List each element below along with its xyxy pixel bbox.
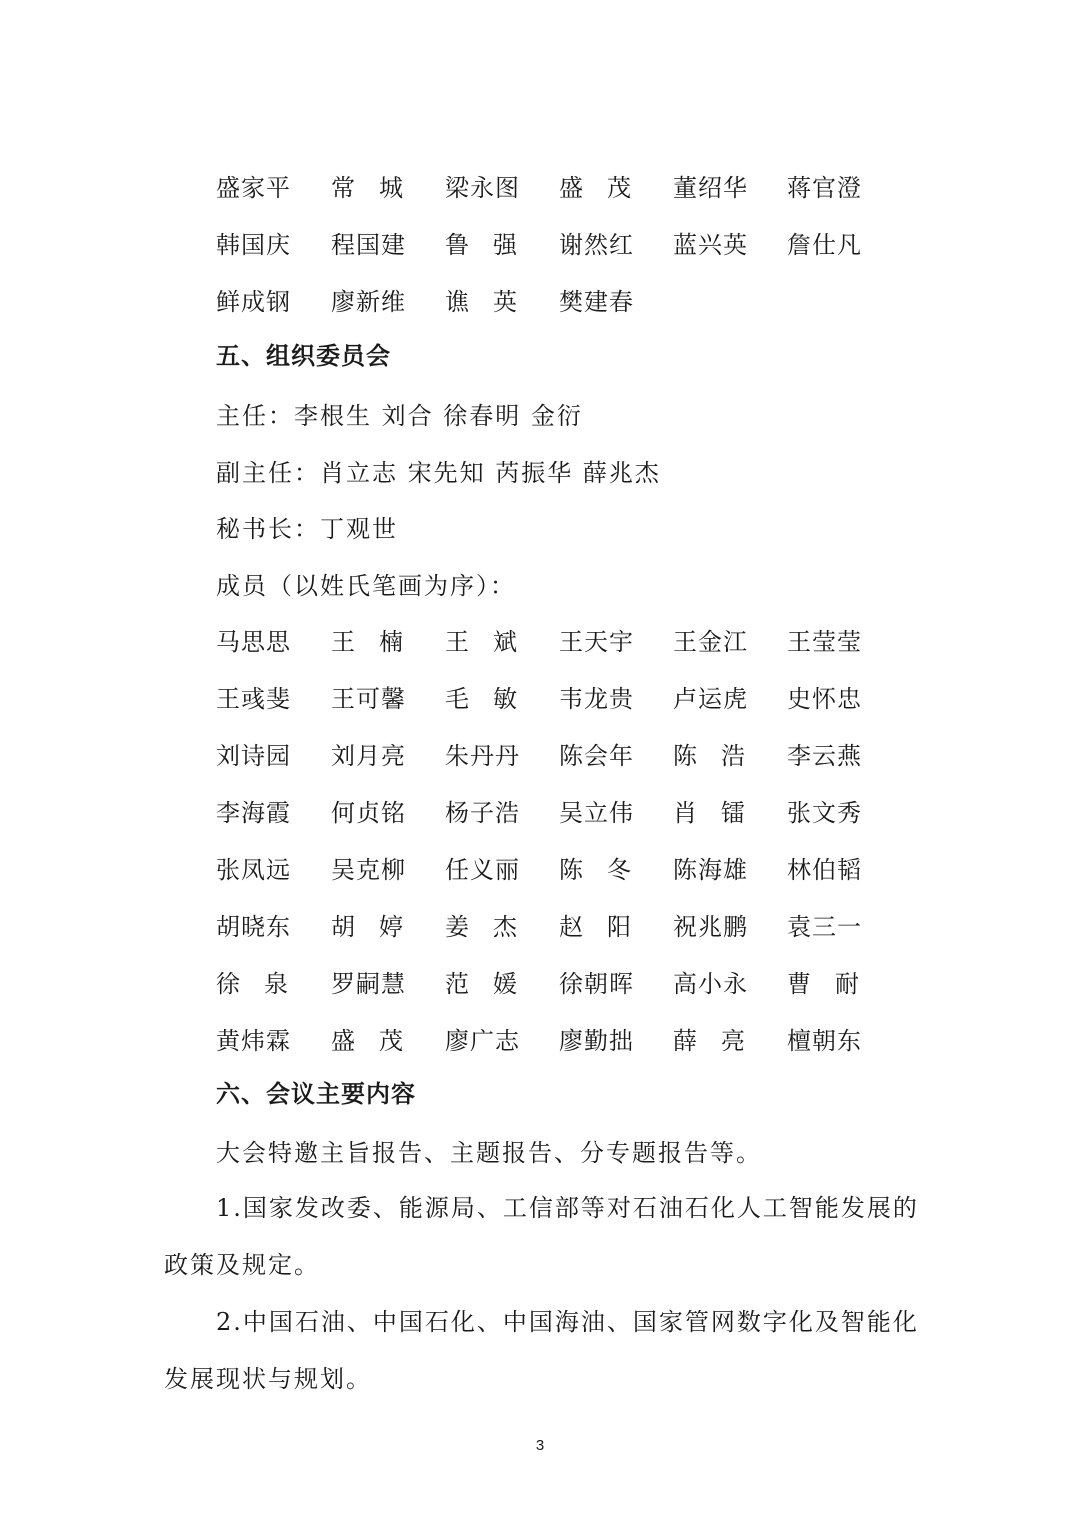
page-number: 3 <box>535 1437 545 1454</box>
person-name: 陈会年 <box>559 742 634 770</box>
person-name: 廖新维 <box>331 288 406 316</box>
person-name: 鲜成钢 <box>216 288 291 316</box>
person-name: 王天宇 <box>559 628 634 656</box>
person-name: 樊建春 <box>559 288 634 316</box>
person-name: 黄炜霖 <box>216 1027 291 1055</box>
person-name: 蓝兴英 <box>673 231 748 259</box>
person-name: 徐 泉 <box>216 970 288 998</box>
person-name: 盛 茂 <box>331 1027 403 1055</box>
person-name: 祝兆鹏 <box>673 913 748 941</box>
person-name: 杨子浩 <box>445 799 520 827</box>
person-name: 罗嗣慧 <box>331 970 406 998</box>
person-name: 董绍华 <box>673 174 748 202</box>
person-name: 王可馨 <box>331 685 406 713</box>
person-name: 肖 镭 <box>673 799 745 827</box>
person-name: 王莹莹 <box>787 628 862 656</box>
members-label: 成员（以姓氏笔画为序）： <box>216 572 516 600</box>
person-name: 胡 婷 <box>331 913 403 941</box>
person-name: 范 媛 <box>445 970 517 998</box>
person-name: 马思思 <box>216 628 291 656</box>
person-name: 詹仕凡 <box>787 231 862 259</box>
person-name: 张凤远 <box>216 856 291 884</box>
person-name: 程国建 <box>331 231 406 259</box>
person-name: 廖勤拙 <box>559 1027 634 1055</box>
person-name: 陈 浩 <box>673 742 745 770</box>
person-name: 韩国庆 <box>216 231 291 259</box>
person-name: 陈 冬 <box>559 856 631 884</box>
section6-item-2: 2.中国石油、中国石化、中国海油、国家管网数字化及智能化发展现状与规划。 <box>164 1308 919 1393</box>
committee-director: 主任：李根生 刘合 徐春明 金衍 <box>216 402 583 430</box>
person-name: 李海霞 <box>216 799 291 827</box>
person-name: 谢然红 <box>559 231 634 259</box>
person-name: 徐朝晖 <box>559 970 634 998</box>
person-name: 檀朝东 <box>787 1027 862 1055</box>
person-name: 谯 英 <box>445 288 517 316</box>
person-name: 吴克柳 <box>331 856 406 884</box>
section6-item-1: 1.国家发改委、能源局、工信部等对石油石化人工智能发展的政策及规定。 <box>164 1194 919 1279</box>
person-name: 曹 耐 <box>787 970 859 998</box>
person-name: 毛 敏 <box>445 685 517 713</box>
person-name: 廖广志 <box>445 1027 520 1055</box>
person-name: 卢运虎 <box>673 685 748 713</box>
person-name: 姜 杰 <box>445 913 517 941</box>
person-name: 李云燕 <box>787 742 862 770</box>
committee-secretary: 秘书长：丁观世 <box>216 515 398 543</box>
person-name: 林伯韬 <box>787 856 862 884</box>
person-name: 韦龙贵 <box>559 685 634 713</box>
person-name: 高小永 <box>673 970 748 998</box>
person-name: 薛 亮 <box>673 1027 745 1055</box>
section6-intro: 大会特邀主旨报告、主题报告、分专题报告等。 <box>216 1139 762 1167</box>
committee-deputy: 副主任：肖立志 宋先知 芮振华 薛兆杰 <box>216 459 661 487</box>
person-name: 王金江 <box>673 628 748 656</box>
person-name: 张文秀 <box>787 799 862 827</box>
section6-heading: 六、会议主要内容 <box>216 1080 416 1108</box>
person-name: 史怀忠 <box>787 685 862 713</box>
person-name: 朱丹丹 <box>445 742 520 770</box>
person-name: 梁永图 <box>445 174 520 202</box>
person-name: 鲁 强 <box>445 231 517 259</box>
person-name: 蒋官澄 <box>787 174 862 202</box>
person-name: 胡晓东 <box>216 913 291 941</box>
person-name: 刘月亮 <box>331 742 406 770</box>
person-name: 盛家平 <box>216 174 291 202</box>
person-name: 赵 阳 <box>559 913 631 941</box>
section5-heading: 五、组织委员会 <box>216 342 391 370</box>
person-name: 王彧斐 <box>216 685 291 713</box>
person-name: 王 楠 <box>331 628 403 656</box>
person-name: 袁三一 <box>787 913 862 941</box>
person-name: 盛 茂 <box>559 174 631 202</box>
person-name: 何贞铭 <box>331 799 406 827</box>
person-name: 吴立伟 <box>559 799 634 827</box>
person-name: 任义丽 <box>445 856 520 884</box>
person-name: 常 城 <box>331 174 403 202</box>
person-name: 王 斌 <box>445 628 517 656</box>
person-name: 刘诗园 <box>216 742 291 770</box>
person-name: 陈海雄 <box>673 856 748 884</box>
